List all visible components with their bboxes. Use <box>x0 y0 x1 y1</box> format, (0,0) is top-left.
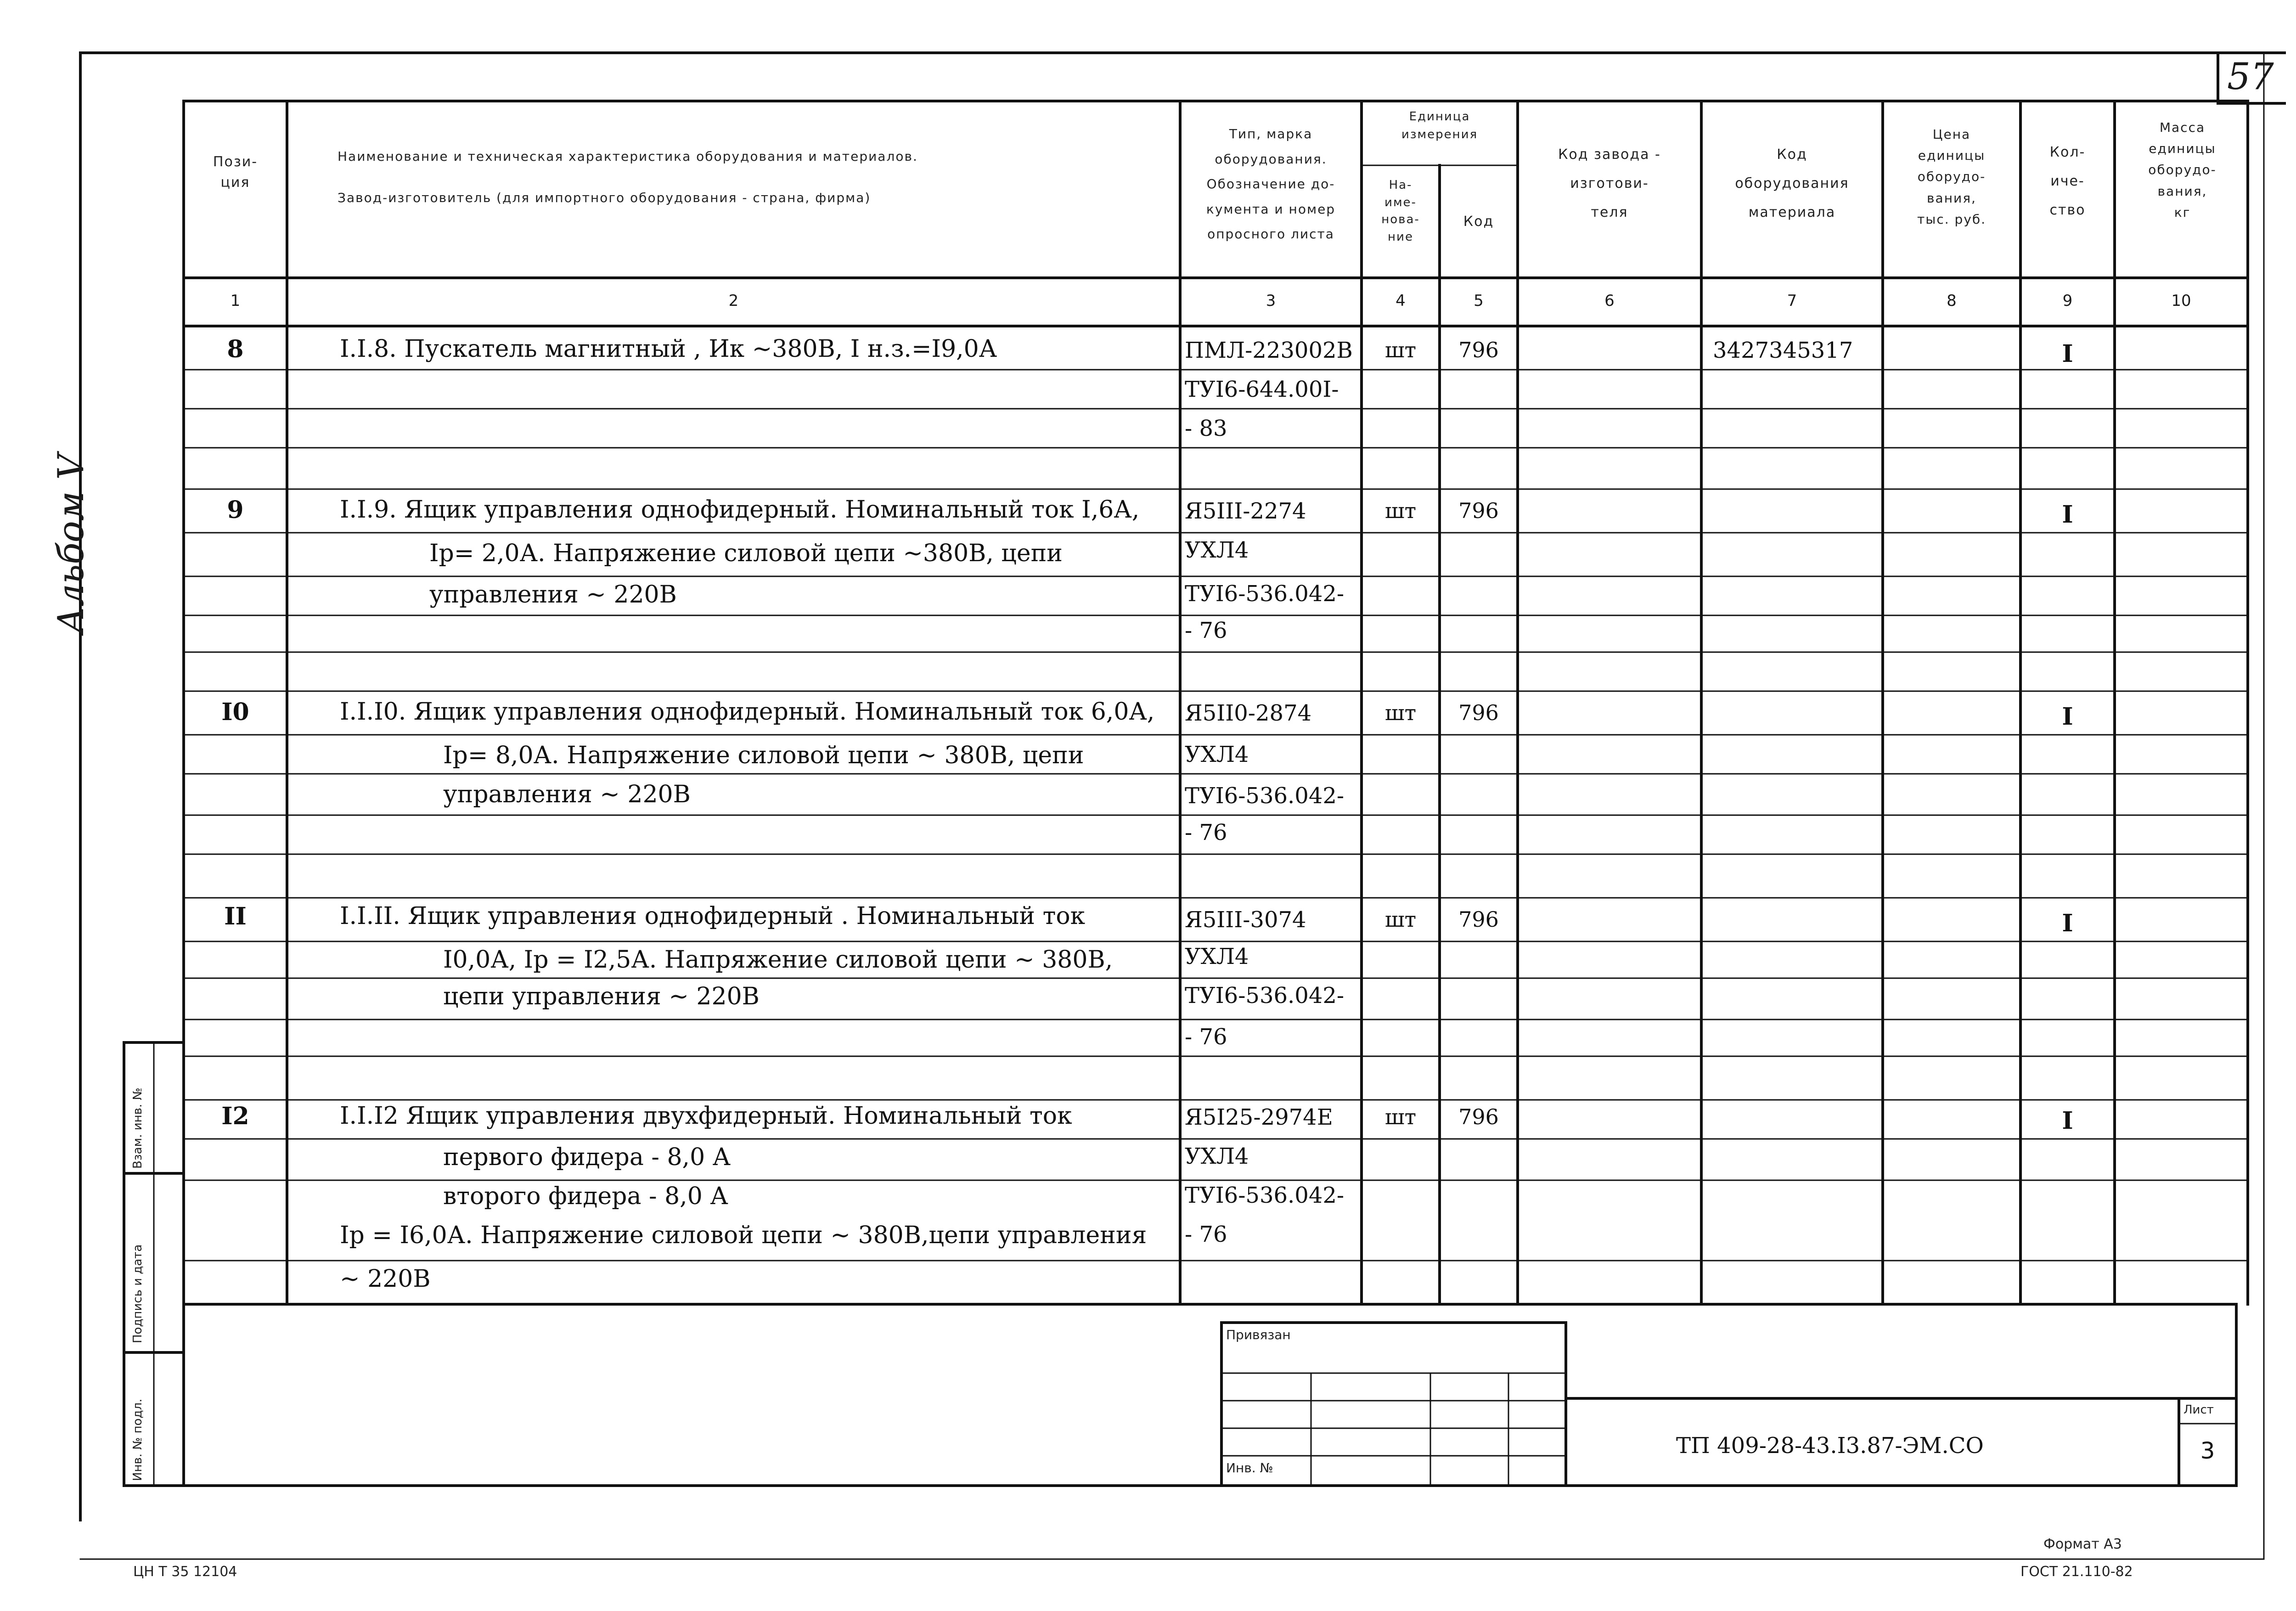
item-8-type-line2: ТУI6-644.00I- <box>1185 377 1339 402</box>
col-num-8: 8 <box>1947 292 1957 310</box>
header-position: Пози- ция <box>213 154 258 191</box>
header-price: Цена единицы оборудо- вания, тыс. руб. <box>1917 127 1986 227</box>
item-10-type-line2: УХЛ4 <box>1185 742 1249 767</box>
item-9-name-line3: управления ~ 220В <box>429 581 677 608</box>
item-9-type-line3: ТУI6-536.042- <box>1185 581 1345 607</box>
item-10-name-line2: Iр= 8,0А. Напряжение силовой цепи ~ 380В, цепи <box>443 742 1084 769</box>
item-9-unit: шт <box>1384 498 1417 523</box>
stamp-inv-original: Инв. № подл. <box>131 1398 145 1481</box>
privyazan-label: Привязан <box>1226 1327 1291 1342</box>
item-12-name-line4: Iр = I6,0А. Напряжение силовой цепи ~ 380В,цепи управления <box>340 1222 1147 1249</box>
item-12-quantity: I <box>2062 1107 2073 1135</box>
header-type: Тип, марка оборудования. Обозначение до- кумента и номер опросного листа <box>1206 126 1336 242</box>
item-11-type-line2: УХЛ4 <box>1185 944 1249 969</box>
col-num-9: 9 <box>2062 292 2073 310</box>
item-9-unit-code: 796 <box>1458 498 1499 523</box>
sheet-number: 3 <box>2200 1437 2215 1464</box>
item-11-type-line4: - 76 <box>1185 1024 1227 1050</box>
item-8-equipment-code: 3427345317 <box>1713 338 1853 363</box>
item-10-type-line4: - 76 <box>1185 820 1227 845</box>
item-11-type-line3: ТУI6-536.042- <box>1185 983 1345 1008</box>
item-8-name-line1: I.I.8. Пускатель магнитный , Ик ~380В, I н.з.=I9,0А <box>340 335 997 363</box>
item-8-unit: шт <box>1384 338 1417 362</box>
item-10-type-line1: Я5II0-2874 <box>1185 700 1312 726</box>
footer-format: Формат А3 <box>2043 1536 2122 1552</box>
item-8-type-line1: ПМЛ-223002В <box>1185 338 1353 363</box>
header-unit-name: На- име- нова- ние <box>1381 178 1420 244</box>
item-12-unit: шт <box>1384 1104 1417 1129</box>
col-num-4: 4 <box>1396 292 1406 310</box>
col-num-1: 1 <box>230 292 241 310</box>
item-11-position: II <box>224 902 247 930</box>
item-11-unit-code: 796 <box>1458 907 1499 932</box>
item-8-unit-code: 796 <box>1458 338 1499 362</box>
item-10-type-line3: ТУI6-536.042- <box>1185 783 1345 809</box>
footer-left-code: ЦН Т 35 12104 <box>133 1564 237 1580</box>
item-9-name-line1: I.I.9. Ящик управления однофидерный. Номинальный ток I,6А, <box>340 496 1140 524</box>
album-side-label: Альбом V <box>51 454 92 634</box>
item-11-name-line2: I0,0А, Iр = I2,5А. Напряжение силовой цепи ~ 380В, <box>443 946 1113 974</box>
item-11-unit: шт <box>1384 907 1417 932</box>
header-unit-code: Код <box>1463 214 1494 230</box>
item-11-quantity: I <box>2062 909 2073 937</box>
item-12-name-line2: первого фидера - 8,0 А <box>443 1143 731 1171</box>
col-num-2: 2 <box>728 292 739 310</box>
header-quantity: Кол- иче- ство <box>2049 144 2086 218</box>
header-equipment-code: Код оборудования материала <box>1735 146 1849 220</box>
item-11-name-line1: I.I.II. Ящик управления однофидерный . Номинальный ток <box>340 902 1086 930</box>
item-9-type-line4: - 76 <box>1185 618 1227 643</box>
col-num-10: 10 <box>2171 292 2191 310</box>
col-num-5: 5 <box>1474 292 1484 310</box>
item-12-type-line3: ТУI6-536.042- <box>1185 1183 1345 1208</box>
page-number: 57 <box>2227 55 2274 98</box>
item-11-name-line3: цепи управления ~ 220В <box>443 983 760 1010</box>
item-9-quantity: I <box>2062 501 2073 529</box>
item-8-quantity: I <box>2062 340 2073 368</box>
stamp-inv-replace: Взам. инв. № <box>131 1087 145 1169</box>
inv-no-label: Инв. № <box>1226 1460 1273 1476</box>
stamp-sign-date: Подпись и дата <box>131 1244 145 1343</box>
item-9-position: 9 <box>227 496 244 524</box>
item-11-type-line1: Я5III-3074 <box>1185 907 1306 933</box>
item-12-type-line1: Я5I25-2974Е <box>1185 1104 1333 1130</box>
header-name-line2: Завод-изготовитель (для импортного оборудования - страна, фирма) <box>338 190 871 205</box>
item-10-name-line1: I.I.I0. Ящик управления однофидерный. Номинальный ток 6,0А, <box>340 698 1155 726</box>
item-12-name-line5: ~ 220В <box>340 1265 431 1293</box>
item-10-position: I0 <box>221 698 249 726</box>
sheet-label: Лист <box>2183 1403 2214 1417</box>
document-code: ТП 409-28-43.I3.87-ЭМ.СО <box>1676 1433 1984 1459</box>
item-10-name-line3: управления ~ 220В <box>443 781 691 808</box>
col-num-7: 7 <box>1787 292 1797 310</box>
footer-gost: ГОСТ 21.110-82 <box>2020 1564 2133 1580</box>
item-10-unit-code: 796 <box>1458 700 1499 725</box>
item-12-position: I2 <box>221 1102 249 1130</box>
item-9-name-line2: Iр= 2,0А. Напряжение силовой цепи ~380В, цепи <box>429 540 1063 567</box>
item-12-name-line1: I.I.I2 Ящик управления двухфидерный. Номинальный ток <box>340 1102 1072 1130</box>
col-num-3: 3 <box>1266 292 1276 310</box>
header-name-line1: Наименование и техническая характеристика оборудования и материалов. <box>338 149 918 164</box>
item-12-type-line4: - 76 <box>1185 1222 1227 1247</box>
item-10-unit: шт <box>1384 700 1417 725</box>
header-unit-group: Единица измерения <box>1401 110 1478 141</box>
item-8-type-line3: - 83 <box>1185 416 1227 441</box>
item-10-quantity: I <box>2062 703 2073 731</box>
col-num-6: 6 <box>1604 292 1615 310</box>
header-maker-code: Код завода - изготови- теля <box>1558 146 1661 220</box>
item-8-position: 8 <box>227 335 244 363</box>
item-12-unit-code: 796 <box>1458 1104 1499 1129</box>
header-mass: Масса единицы оборудо- вания, кг <box>2148 120 2217 220</box>
item-9-type-line1: Я5III-2274 <box>1185 498 1306 524</box>
item-12-name-line3: второго фидера - 8,0 А <box>443 1183 728 1210</box>
item-9-type-line2: УХЛ4 <box>1185 537 1249 563</box>
item-12-type-line2: УХЛ4 <box>1185 1143 1249 1169</box>
